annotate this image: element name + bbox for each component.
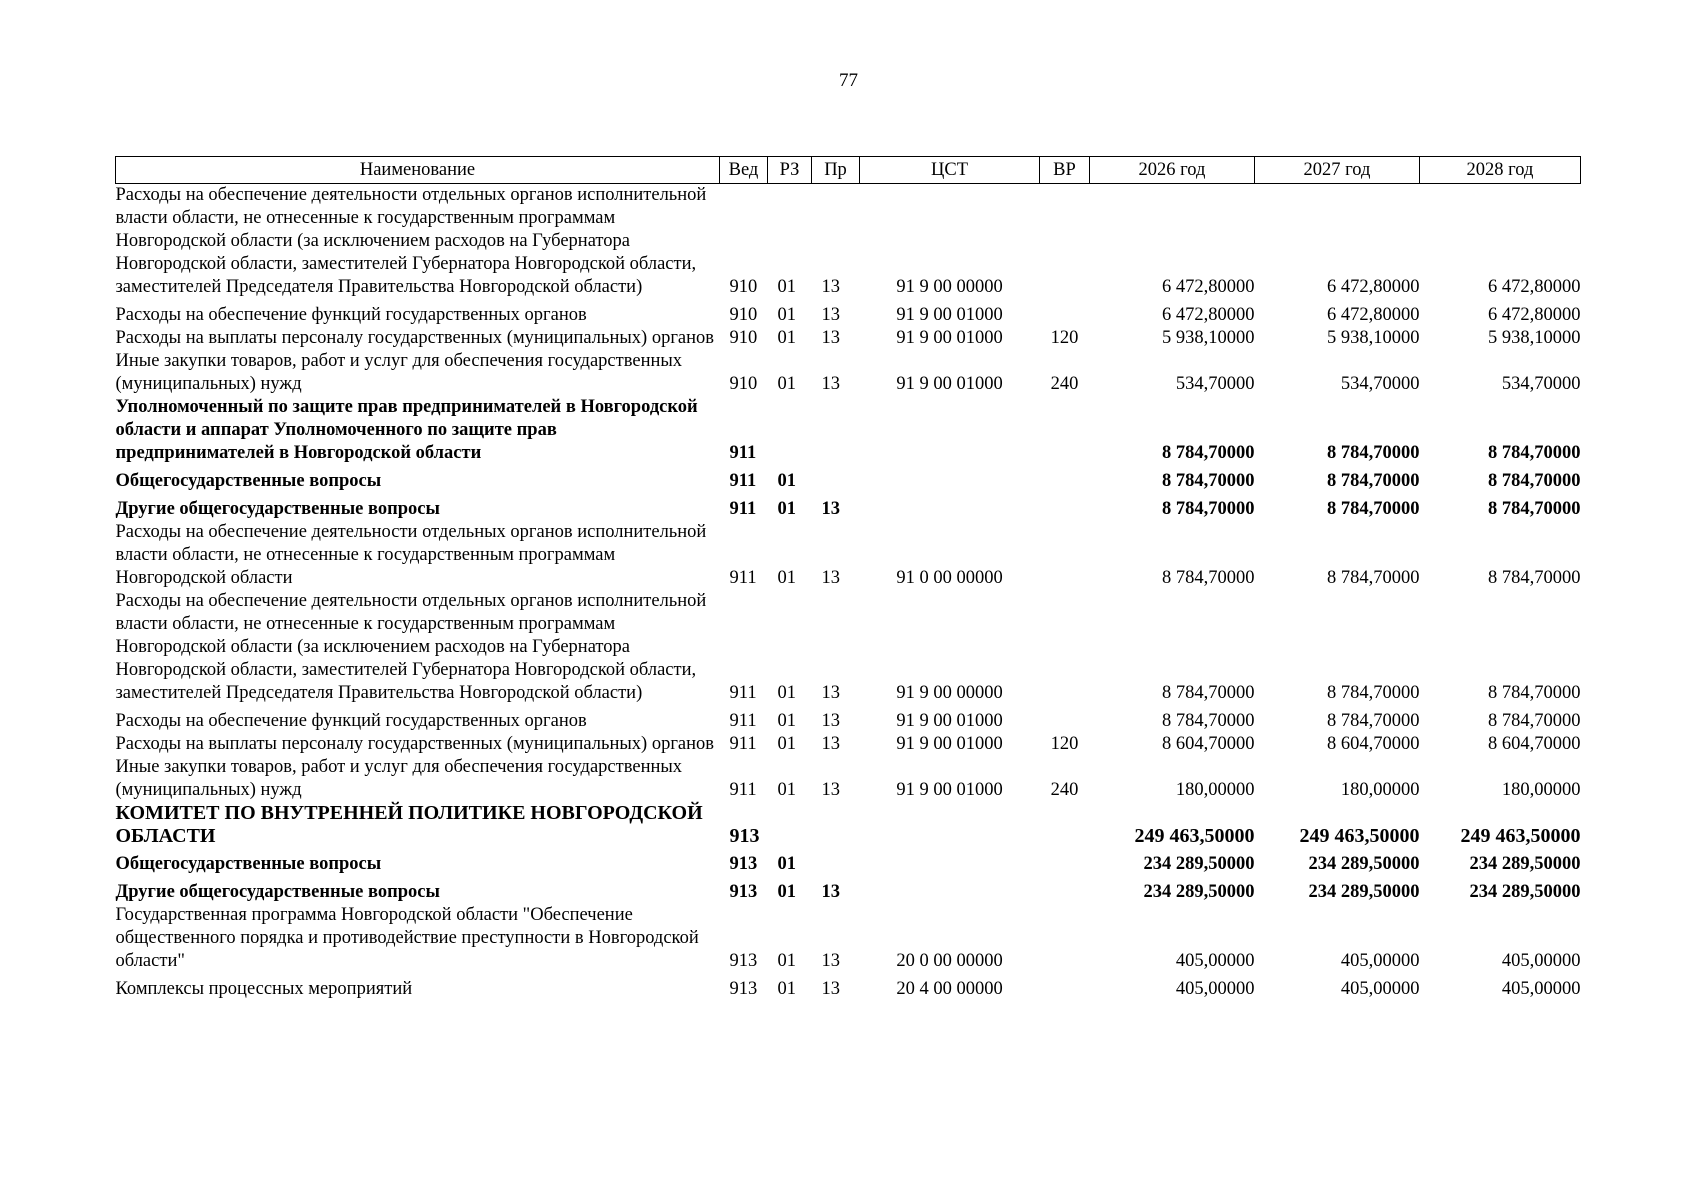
row-amount-2027: 405,00000 [1340,951,1420,971]
row-ved: 913 [729,951,758,971]
row-amount-2028: 8 784,70000 [1488,443,1581,463]
header-row [116,157,1581,184]
row-ved: 910 [729,277,758,297]
row-amount-2028: 8 604,70000 [1488,734,1581,754]
row-cst: 91 9 00 00000 [896,683,1003,703]
row-vr [1040,904,1090,973]
row-amount-2026: 8 784,70000 [1162,568,1255,588]
row-amount-2027: 8 784,70000 [1327,471,1420,491]
row-pr [812,465,860,493]
row-rz: 01 [777,328,796,348]
row-name: Общегосударственные вопросы [115,854,382,874]
row-amount-2026: 180,00000 [1175,780,1255,800]
row-amount-2026: 405,00000 [1175,979,1255,999]
row-amount-2027: 8 784,70000 [1327,499,1420,519]
row-amount-2027: 8 784,70000 [1327,683,1420,703]
row-vr [1040,521,1090,590]
row-amount-2028: 8 784,70000 [1488,499,1581,519]
row-rz: 01 [777,951,796,971]
row-name: Расходы на обеспечение функций государственных органов [115,305,587,325]
row-ved: 910 [729,374,758,394]
row-amount-2028: 8 784,70000 [1488,711,1581,731]
row-amount-2027: 180,00000 [1340,780,1420,800]
row-name: Комплексы процессных мероприятий [115,979,413,999]
row-rz: 01 [777,711,796,731]
row-name: Расходы на обеспечение функций государственных органов [115,711,587,731]
row-cst [860,848,1040,876]
row-cst: 91 9 00 01000 [896,328,1003,348]
row-pr: 13 [821,780,840,800]
row-ved: 911 [729,499,757,519]
row-name: Государственная программа Новгородской области "Обеспечение общественного порядка и противодействие преступности в Новгородской области" [115,905,699,971]
row-cst: 20 0 00 00000 [896,951,1003,971]
row-name: Расходы на выплаты персоналу государственных (муниципальных) органов [115,328,715,348]
row-amount-2028: 405,00000 [1501,979,1581,999]
row-vr [1040,299,1090,327]
row-ved: 913 [729,882,758,902]
row-amount-2027: 234 289,50000 [1308,854,1420,874]
header-cst: ЦСТ [860,157,1040,184]
row-amount-2028: 8 784,70000 [1488,683,1581,703]
row-amount-2027: 234 289,50000 [1308,882,1420,902]
row-pr [812,848,860,876]
row-rz: 01 [777,471,796,491]
row-cst: 91 9 00 01000 [896,780,1003,800]
header-2027: 2027 год [1255,157,1420,184]
row-amount-2027: 8 604,70000 [1327,734,1420,754]
row-cst [860,876,1040,904]
row-vr: 120 [1050,734,1079,754]
row-name: Другие общегосударственные вопросы [115,499,440,519]
row-amount-2027: 5 938,10000 [1327,328,1420,348]
table-row [116,299,1581,327]
row-rz: 01 [777,882,796,902]
row-amount-2028: 6 472,80000 [1488,305,1581,325]
table-row [116,590,1581,705]
row-cst [860,802,1040,848]
row-rz: 01 [777,780,796,800]
row-cst: 91 9 00 01000 [896,374,1003,394]
row-cst [860,465,1040,493]
header-pr: Пр [812,157,860,184]
row-rz: 01 [777,499,796,519]
row-vr [1040,802,1090,848]
table-body [116,184,1581,1002]
row-vr [1040,493,1090,521]
table-row [116,184,1581,300]
row-vr [1040,973,1090,1001]
header-name: Наименование [116,157,720,184]
header-2026: 2026 год [1090,157,1255,184]
table-row [116,848,1581,876]
row-amount-2028: 180,00000 [1501,780,1581,800]
header-2028: 2028 год [1420,157,1581,184]
row-pr: 13 [821,305,840,325]
row-amount-2028: 534,70000 [1501,374,1581,394]
row-amount-2028: 234 289,50000 [1469,854,1581,874]
row-amount-2026: 8 784,70000 [1162,471,1255,491]
row-pr [812,802,860,848]
row-vr [1040,705,1090,733]
row-amount-2028: 6 472,80000 [1488,277,1581,297]
table-row [116,327,1581,350]
table-row [116,705,1581,733]
table-header [116,157,1581,184]
row-cst [860,396,1040,465]
row-cst: 20 4 00 00000 [896,979,1003,999]
row-pr: 13 [821,683,840,703]
row-ved: 913 [729,854,758,874]
row-amount-2027: 8 784,70000 [1327,568,1420,588]
table-row [116,733,1581,756]
row-rz: 01 [777,305,796,325]
row-amount-2026: 534,70000 [1175,374,1255,394]
row-amount-2026: 8 604,70000 [1162,734,1255,754]
row-vr: 240 [1050,780,1079,800]
row-amount-2026: 5 938,10000 [1162,328,1255,348]
row-ved: 911 [729,568,757,588]
table-row [116,973,1581,1001]
row-amount-2026: 8 784,70000 [1162,711,1255,731]
row-ved: 911 [729,443,757,463]
header-ved: Вед [720,157,768,184]
row-amount-2026: 234 289,50000 [1143,882,1255,902]
table-row [116,396,1581,465]
row-vr [1040,396,1090,465]
row-amount-2027: 6 472,80000 [1327,277,1420,297]
row-amount-2028: 405,00000 [1501,951,1581,971]
row-amount-2028: 234 289,50000 [1469,882,1581,902]
row-vr: 120 [1050,328,1079,348]
row-name: Уполномоченный по защите прав предпринимателей в Новгородской области и аппарат Уполномоченного по защите прав предпринимателей в Новгородской области [115,397,698,463]
table-row [116,876,1581,904]
row-ved: 913 [729,825,760,847]
row-amount-2026: 249 463,50000 [1134,825,1255,847]
row-vr [1040,465,1090,493]
row-name: Иные закупки товаров, работ и услуг для обеспечения государственных (муниципальных) нужд [115,351,683,394]
row-amount-2027: 534,70000 [1340,374,1420,394]
row-amount-2026: 405,00000 [1175,951,1255,971]
header-vr: ВР [1040,157,1090,184]
row-rz [768,396,812,465]
table-row [116,802,1581,848]
row-name: Общегосударственные вопросы [115,471,382,491]
row-pr: 13 [821,277,840,297]
row-ved: 913 [729,979,758,999]
page-number: 77 [839,70,858,91]
row-name: Расходы на обеспечение деятельности отдельных органов исполнительной власти области, не отнесенные к государственным программам Новгородской области (за исключением расходов на Губернатора Новгородской области, заместителей Губернатора Новгородской области, заместителей Председателя Правительства Новгородской области) [115,591,707,703]
row-amount-2026: 8 784,70000 [1162,499,1255,519]
row-ved: 910 [729,328,758,348]
table-row [116,493,1581,521]
row-rz: 01 [777,734,796,754]
row-ved: 911 [729,471,757,491]
row-pr: 13 [821,882,840,902]
row-rz: 01 [777,374,796,394]
row-pr: 13 [821,951,840,971]
row-name: Расходы на обеспечение деятельности отдельных органов исполнительной власти области, не отнесенные к государственным программам Новгородской области [115,522,707,588]
row-pr: 13 [821,711,840,731]
row-cst: 91 9 00 01000 [896,711,1003,731]
row-vr [1040,590,1090,705]
row-cst: 91 9 00 01000 [896,734,1003,754]
table-row [116,465,1581,493]
table-row [116,521,1581,590]
row-name: Расходы на выплаты персоналу государственных (муниципальных) органов [115,734,715,754]
row-vr: 240 [1050,374,1079,394]
row-rz: 01 [777,277,796,297]
row-ved: 911 [729,734,757,754]
row-vr [1040,184,1090,300]
row-cst [860,493,1040,521]
row-name: Расходы на обеспечение деятельности отдельных органов исполнительной власти области, не отнесенные к государственным программам Новгородской области (за исключением расходов на Губернатора Новгородской области, заместителей Губернатора Новгородской области, заместителей Председателя Правительства Новгородской области) [115,185,707,297]
row-name: Иные закупки товаров, работ и услуг для обеспечения государственных (муниципальных) нужд [115,757,683,800]
row-ved: 911 [729,780,757,800]
row-pr: 13 [821,499,840,519]
row-rz: 01 [777,568,796,588]
row-amount-2027: 8 784,70000 [1327,711,1420,731]
row-rz: 01 [777,979,796,999]
budget-table [115,156,1581,1001]
row-ved: 911 [729,683,757,703]
row-amount-2026: 8 784,70000 [1162,443,1255,463]
row-amount-2026: 8 784,70000 [1162,683,1255,703]
row-name: КОМИТЕТ ПО ВНУТРЕННЕЙ ПОЛИТИКЕ НОВГОРОДСКОЙ ОБЛАСТИ [115,802,703,847]
row-amount-2028: 5 938,10000 [1488,328,1581,348]
row-amount-2028: 8 784,70000 [1488,568,1581,588]
row-amount-2028: 8 784,70000 [1488,471,1581,491]
row-amount-2026: 234 289,50000 [1143,854,1255,874]
row-vr [1040,876,1090,904]
row-pr: 13 [821,979,840,999]
row-amount-2027: 405,00000 [1340,979,1420,999]
row-pr: 13 [821,734,840,754]
row-rz [768,802,812,848]
row-cst: 91 0 00 00000 [896,568,1003,588]
row-ved: 910 [729,305,758,325]
row-vr [1040,848,1090,876]
row-name: Другие общегосударственные вопросы [115,882,440,902]
row-amount-2026: 6 472,80000 [1162,305,1255,325]
row-amount-2028: 249 463,50000 [1460,825,1581,847]
table-row [116,904,1581,973]
row-pr: 13 [821,374,840,394]
row-pr: 13 [821,568,840,588]
table-row [116,756,1581,802]
table-row [116,350,1581,396]
row-amount-2027: 6 472,80000 [1327,305,1420,325]
row-ved: 911 [729,711,757,731]
row-pr: 13 [821,328,840,348]
row-rz: 01 [777,683,796,703]
row-amount-2027: 8 784,70000 [1327,443,1420,463]
row-rz: 01 [777,854,796,874]
row-amount-2026: 6 472,80000 [1162,277,1255,297]
row-cst: 91 9 00 01000 [896,305,1003,325]
header-rz: РЗ [768,157,812,184]
row-amount-2027: 249 463,50000 [1299,825,1420,847]
row-cst: 91 9 00 00000 [896,277,1003,297]
row-pr [812,396,860,465]
